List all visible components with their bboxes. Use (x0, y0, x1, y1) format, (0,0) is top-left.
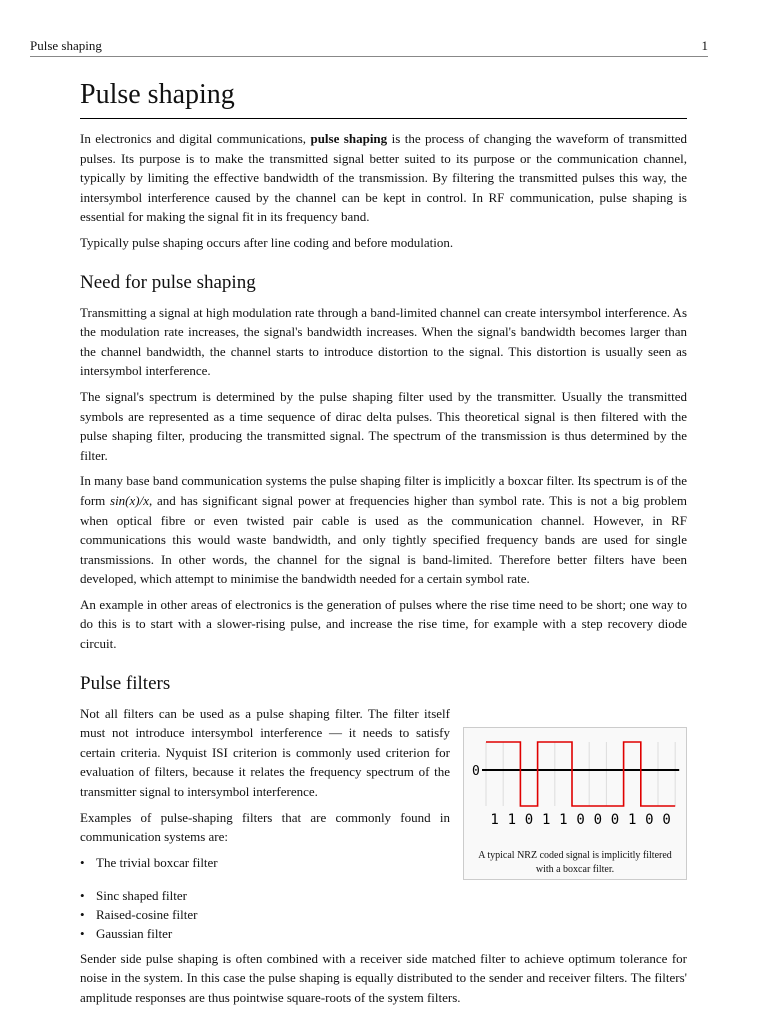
bit-label: 1 (627, 811, 637, 828)
list-item: • Raised-cosine filter (80, 905, 687, 924)
section-heading-need: Need for pulse shaping (80, 271, 256, 293)
intro-text-a: In electronics and digital communications, (80, 131, 311, 146)
intro-paragraph-1 (80, 129, 687, 227)
filters-paragraph-1: Not all filters can be used as a pulse shaping filter. The filter itself must not introduce intersymbol interference — it needs to satisfy certain criteria. Nyquist ISI criterion is commonly used criterion for evaluation of filters, because it relates the frequency spectrum of the transmitter signal to intersymbol interference. (80, 705, 450, 800)
bit-label: 1 (507, 811, 517, 828)
intro-paragraph-2: Typically pulse shaping occurs after line coding and before modulation. (80, 234, 454, 250)
need-p3-formula: sin(x)/x (110, 492, 149, 508)
bit-label: 0 (576, 811, 585, 828)
filters-section (80, 704, 687, 1008)
need-paragraph-4: An example in other areas of electronics is the generation of pulses where the rise time need to be short; one way to do this is to start with a slower-rising pulse, and increase the rise time, for example with a step recovery diode circuit. (80, 596, 687, 652)
bit-label: 0 (524, 811, 534, 828)
intro-text-b: is the process of changing the waveform of transmitted pulses. Its purpose is to make the transmitted signal better suited to its purpose or the communication channel, typically by limiting the effective bandwidth of the transmission. By filtering the transmitted pulses this way, the intersymbol interference caused by the channel can be kept in control. In RF communication, pulse shaping is essential for making the signal fit in its frequency band. (80, 131, 687, 225)
intro-term: pulse shaping (310, 131, 388, 146)
bit-label: 1 (559, 811, 568, 828)
bit-label: 0 (662, 811, 671, 828)
filter-list-b (80, 886, 687, 943)
bit-label: 0 (610, 811, 620, 828)
bit-label: 1 (541, 811, 551, 828)
article-body (80, 78, 687, 1014)
need-p3-text-a: In many base band communication systems the pulse shaping filter is implicitly a boxcar filter. Its spectrum is of the form (80, 473, 687, 508)
bit-label: 1 (490, 811, 499, 828)
need-paragraph-3 (80, 471, 687, 589)
need-p3-text-b: , and has significant signal power at frequencies higher than symbol rate. This is not a big problem when optical fibre or even twisted pair cable is used as the communication channel. However, in RF communications this would waste bandwidth, and only tightly specified frequency bands are used for single transmissions. In other words, the channel for the signal is band-limited. Therefore better filters have been developed, which attempt to minimise the bandwidth needed for a certain symbol rate. (80, 492, 687, 587)
bit-label: 0 (593, 811, 603, 828)
section-heading-filters: Pulse filters (80, 672, 171, 694)
list-item: • Sinc shaped filter (80, 886, 687, 905)
page-title: Pulse shaping (80, 78, 687, 119)
running-header (30, 38, 708, 57)
figure-caption: A typical NRZ coded signal is implicitly filtered with a boxcar filter. (478, 849, 672, 875)
filter-list-a (80, 853, 687, 872)
filters-paragraph-3: Sender side pulse shaping is often combined with a receiver side matched filter to achieve optimum tolerance for noise in the system. In this case the pulse shaping is equally distributed to the sender and receiver filters. The filters' amplitude responses are thus pointwise square-roots of the system filters. (80, 950, 687, 1005)
page-number: 1 (701, 38, 708, 53)
list-item: • Gaussian filter (80, 924, 687, 943)
filters-paragraph-2: Examples of pulse-shaping filters that are commonly found in communication systems are: (80, 809, 450, 845)
list-item: • The trivial boxcar filter (80, 853, 687, 872)
need-paragraph-1: Transmitting a signal at high modulation rate through a band-limited channel can create intersymbol interference. As the modulation rate increases, the signal's bandwidth increases. When the signal's bandwidth becomes larger than the channel bandwidth, the channel starts to introduce distortion to the signal. This distortion is usually seen as intersymbol interference. (80, 304, 687, 379)
nrz-signal-diagram (468, 732, 682, 846)
running-header-title: Pulse shaping (30, 38, 102, 53)
zero-label: 0 (472, 763, 480, 779)
need-paragraph-2: The signal's spectrum is determined by the pulse shaping filter used by the transmitter. Usually the transmitted symbols are represented as a time sequence of dirac delta pulses. This theoretical signal is then filtered with the pulse shaping filter, producing the transmitted signal. The spectrum of the transmission is thus determined by the filter. (80, 388, 687, 463)
nrz-signal-line (486, 742, 675, 806)
bit-label: 0 (645, 811, 654, 828)
